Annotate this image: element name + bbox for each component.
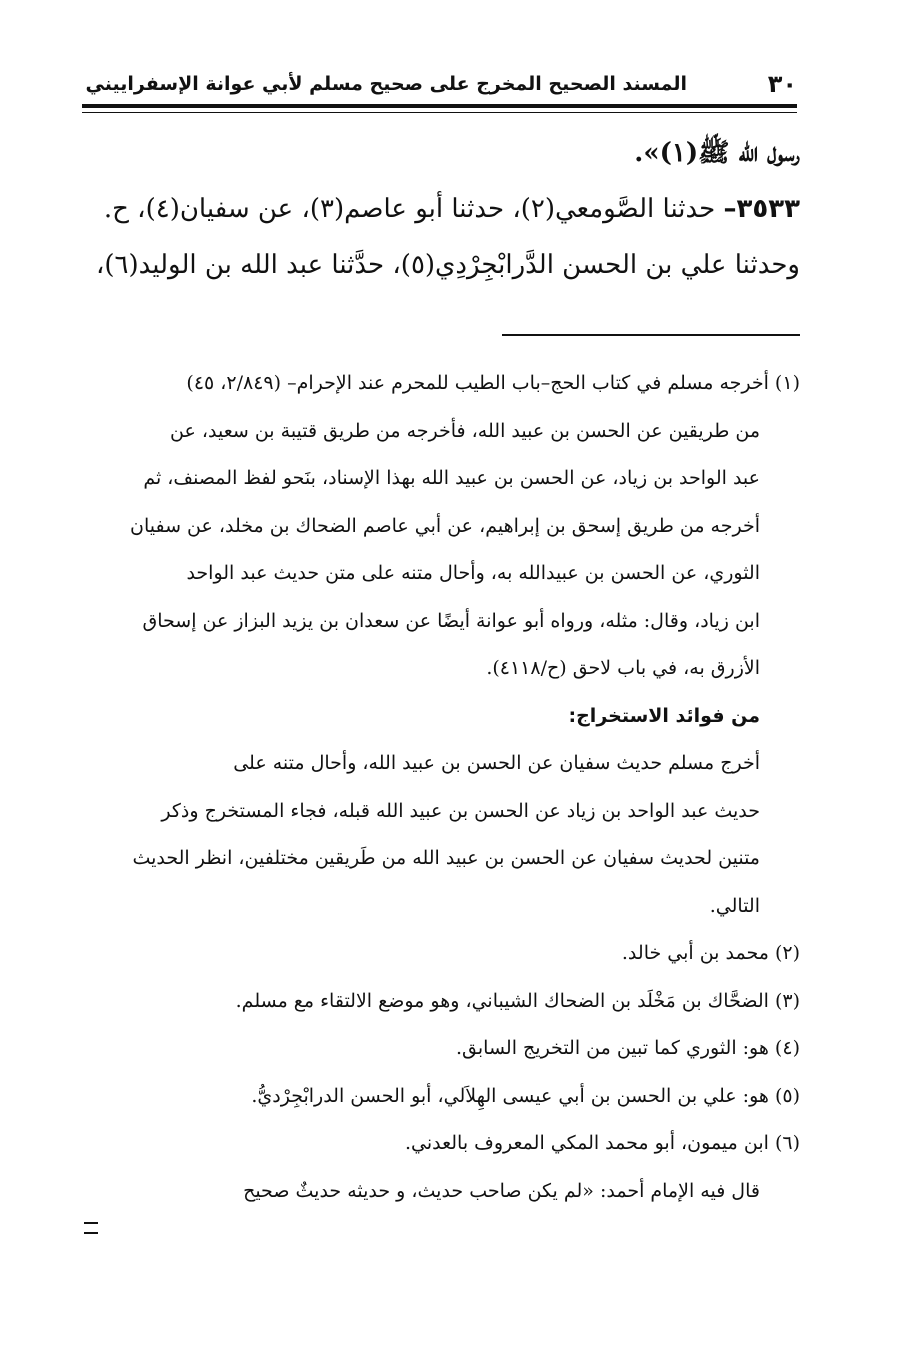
benefits-line: التالي. bbox=[709, 894, 760, 917]
running-header bbox=[82, 68, 797, 104]
footnote-separator bbox=[502, 334, 800, 336]
footnote-6-continuation: قال فيه الإمام أحمد: «لم يكن صاحب حديث، و حديثه حديثٌ صحيح bbox=[243, 1179, 760, 1202]
continuation-mark bbox=[84, 1222, 98, 1234]
body-line-2 bbox=[90, 181, 800, 237]
footnote-1-line: ابن زياد، وقال: مثله، ورواه أبو عوانة أيضًا عن سعدان بن يزيد البزاز عن إسحاق bbox=[142, 609, 760, 632]
footnote-1-line: الأزرق به، في باب لاحق (ح/٤١١٨). bbox=[486, 657, 760, 679]
main-text bbox=[90, 125, 800, 293]
footnote-2: (٢) محمد بن أبي خالد. bbox=[621, 942, 800, 964]
page-number: ٣٠ bbox=[767, 70, 797, 98]
footnote-1-line: عبد الواحد بن زياد، عن الحسن بن عبيد الله بهذا الإسناد، بنَحو لفظ المصنف، ثم bbox=[143, 467, 760, 489]
footnote-1-line: (١) أخرجه مسلم في كتاب الحج–باب الطيب للمحرم عند الإحرام– (٢/٨٤٩، ٤٥) bbox=[186, 372, 800, 394]
header-rule-thick bbox=[82, 104, 797, 108]
benefits-heading: من فوائد الاستخراج: bbox=[568, 704, 760, 727]
body-line-1: رسول الله ﷺ(١)». bbox=[634, 138, 800, 168]
footnote-4: (٤) هو: الثوري كما تبين من التخريج السابق. bbox=[456, 1037, 800, 1059]
header-rule-thin bbox=[82, 112, 797, 113]
benefits-line: أخرج مسلم حديث سفيان عن الحسن بن عبيد الله، وأحال متنه على bbox=[233, 752, 760, 774]
hadith-chain-text: حدثنا الصَّومعي(٢)، حدثنا أبو عاصم(٣)، عن سفيان(٤)، ح. bbox=[103, 194, 724, 224]
running-title: المسند الصحيح المخرج على صحيح مسلم لأبي عوانة الإسفراييني bbox=[85, 73, 687, 95]
benefits-line: حديث عبد الواحد بن زياد عن الحسن بن عبيد الله قبله، فجاء المستخرج وذكر bbox=[161, 799, 760, 822]
footnote-1-line: الثوري، عن الحسن بن عبيدالله به، وأحال متنه على متن حديث عبد الواحد bbox=[186, 562, 760, 584]
footnote-1-line: أخرجه من طريق إسحق بن إبراهيم، عن أبي عاصم الضحاك بن مخلد، عن سفيان bbox=[129, 514, 760, 537]
footnotes bbox=[70, 360, 800, 1215]
footnote-3: (٣) الضحَّاك بن مَخْلَد بن الضحاك الشيباني، وهو موضع الالتقاء مع مسلم. bbox=[235, 989, 800, 1012]
footnote-5: (٥) هو: علي بن الحسن بن أبي عيسى الهِلاَلي، أبو الحسن الدرابْجِرْديُّ. bbox=[251, 1084, 800, 1107]
hadith-number: ٣٥٣٣– bbox=[723, 194, 800, 224]
body-line-3: وحدثنا علي بن الحسن الدَّرابْجِرْدِي(٥)، حدَّثنا عبد الله بن الوليد(٦)، bbox=[95, 250, 800, 280]
footnote-6: (٦) ابن ميمون، أبو محمد المكي المعروف بالعدني. bbox=[404, 1132, 800, 1154]
footnote-1-line: من طريقين عن الحسن بن عبيد الله، فأخرجه من طريق قتيبة بن سعيد، عن bbox=[170, 419, 760, 442]
benefits-line: متنين لحديث سفيان عن الحسن بن عبيد الله من طَريقين مختلفين، انظر الحديث bbox=[132, 847, 760, 869]
